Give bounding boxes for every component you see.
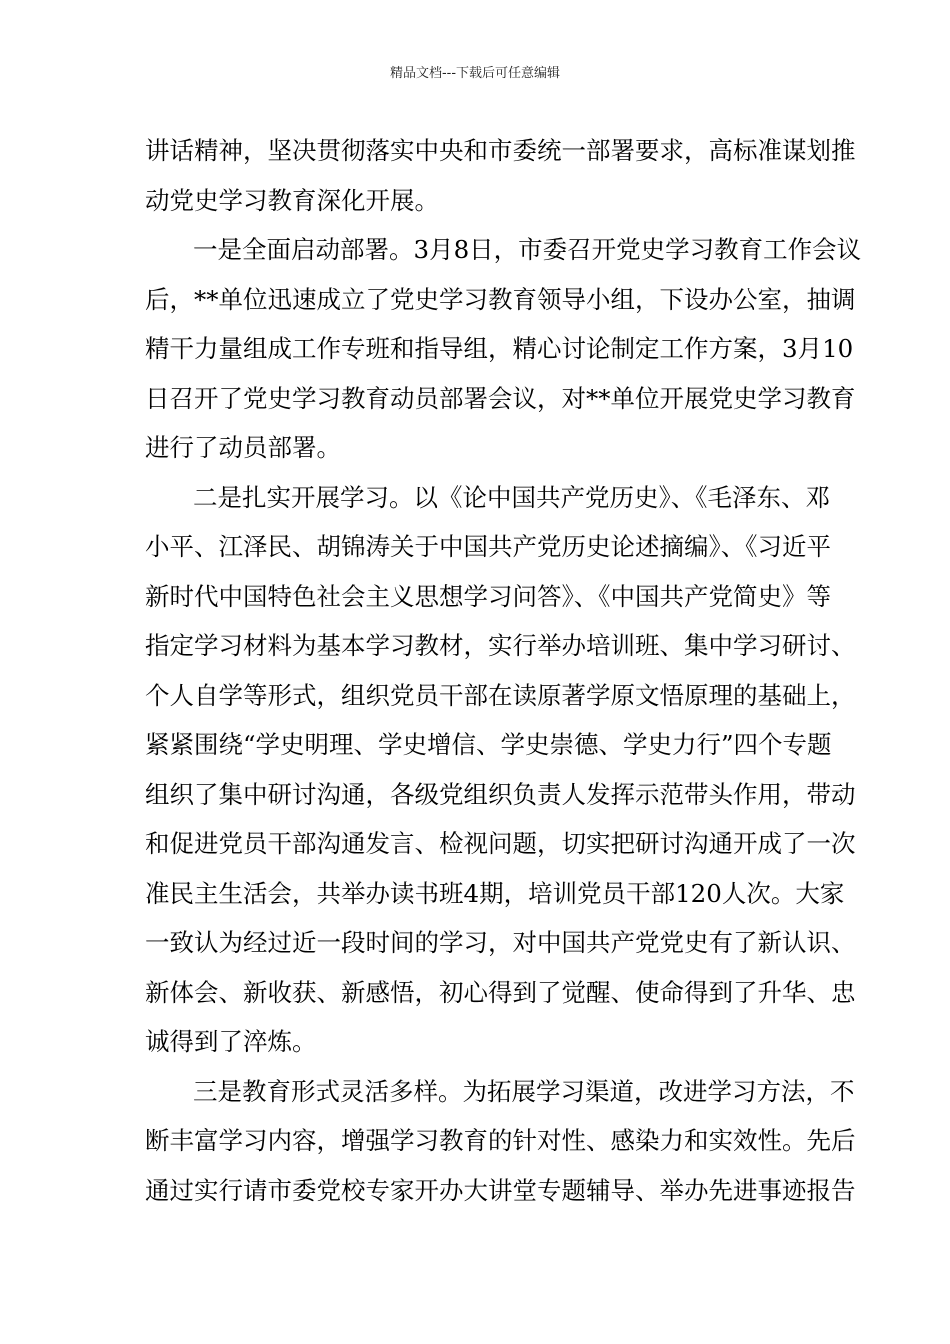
text-line: 一致认为经过近一段时间的学习，对中国共产党党史有了新认识、 (145, 928, 856, 957)
text-line: 小平、江泽民、胡锦涛关于中国共产党历史论述摘编》、《习近平 (145, 532, 831, 561)
text-line: 一是全面启动部署。3月8日，市委召开党史学习教育工作会议 (193, 235, 862, 264)
page-header: 精品文档---下载后可任意编辑 (389, 66, 561, 81)
text-line: 通过实行请市委党校专家开办大讲堂专题辅导、举办先进事迹报告 (145, 1175, 856, 1205)
text-line: 准民主生活会，共举办读书班4期，培训党员干部120人次。大家 (145, 878, 845, 908)
text-line: 动党史学习教育深化开展。 (145, 185, 439, 215)
document-body (145, 126, 862, 1215)
text-line: 讲话精神，坚决贯彻落实中央和市委统一部署要求，高标准谋划推 (145, 136, 856, 165)
text-line: 三是教育形式灵活多样。为拓展学习渠道，改进学习方法，不 (193, 1076, 855, 1106)
text-line: 诚得到了淬炼。 (145, 1027, 317, 1056)
text-line: 个人自学等形式，组织党员干部在读原著学原文悟原理的基础上， (145, 680, 856, 710)
text-line: 精干力量组成工作专班和指导组，精心讨论制定工作方案，3月10 (145, 334, 854, 363)
text-line: 日召开了党史学习教育动员部署会议，对**单位开展党史学习教育 (145, 383, 856, 413)
text-line: 进行了动员部署。 (145, 433, 341, 462)
text-line: 和促进党员干部沟通发言、检视问题，切实把研讨沟通开成了一次 (145, 829, 856, 858)
text-line: 断丰富学习内容，增强学习教育的针对性、感染力和实效性。先后 (145, 1126, 856, 1155)
text-line: 组织了集中研讨沟通，各级党组织负责人发挥示范带头作用，带动 (145, 779, 856, 809)
text-line: 二是扎实开展学习。以《论中国共产党历史》、《毛泽东、邓 (193, 482, 830, 512)
text-line: 紧紧围绕“学史明理、学史增信、学史崇德、学史力行”四个专题 (145, 730, 832, 759)
text-line: 指定学习材料为基本学习教材，实行举办培训班、集中学习研讨、 (145, 631, 856, 660)
text-line: 后，**单位迅速成立了党史学习教育领导小组，下设办公室，抽调 (145, 284, 856, 314)
text-line: 新体会、新收获、新感悟，初心得到了觉醒、使命得到了升华、忠 (145, 977, 856, 1007)
text-line: 新时代中国特色社会主义思想学习问答》、《中国共产党简史》等 (145, 581, 831, 611)
